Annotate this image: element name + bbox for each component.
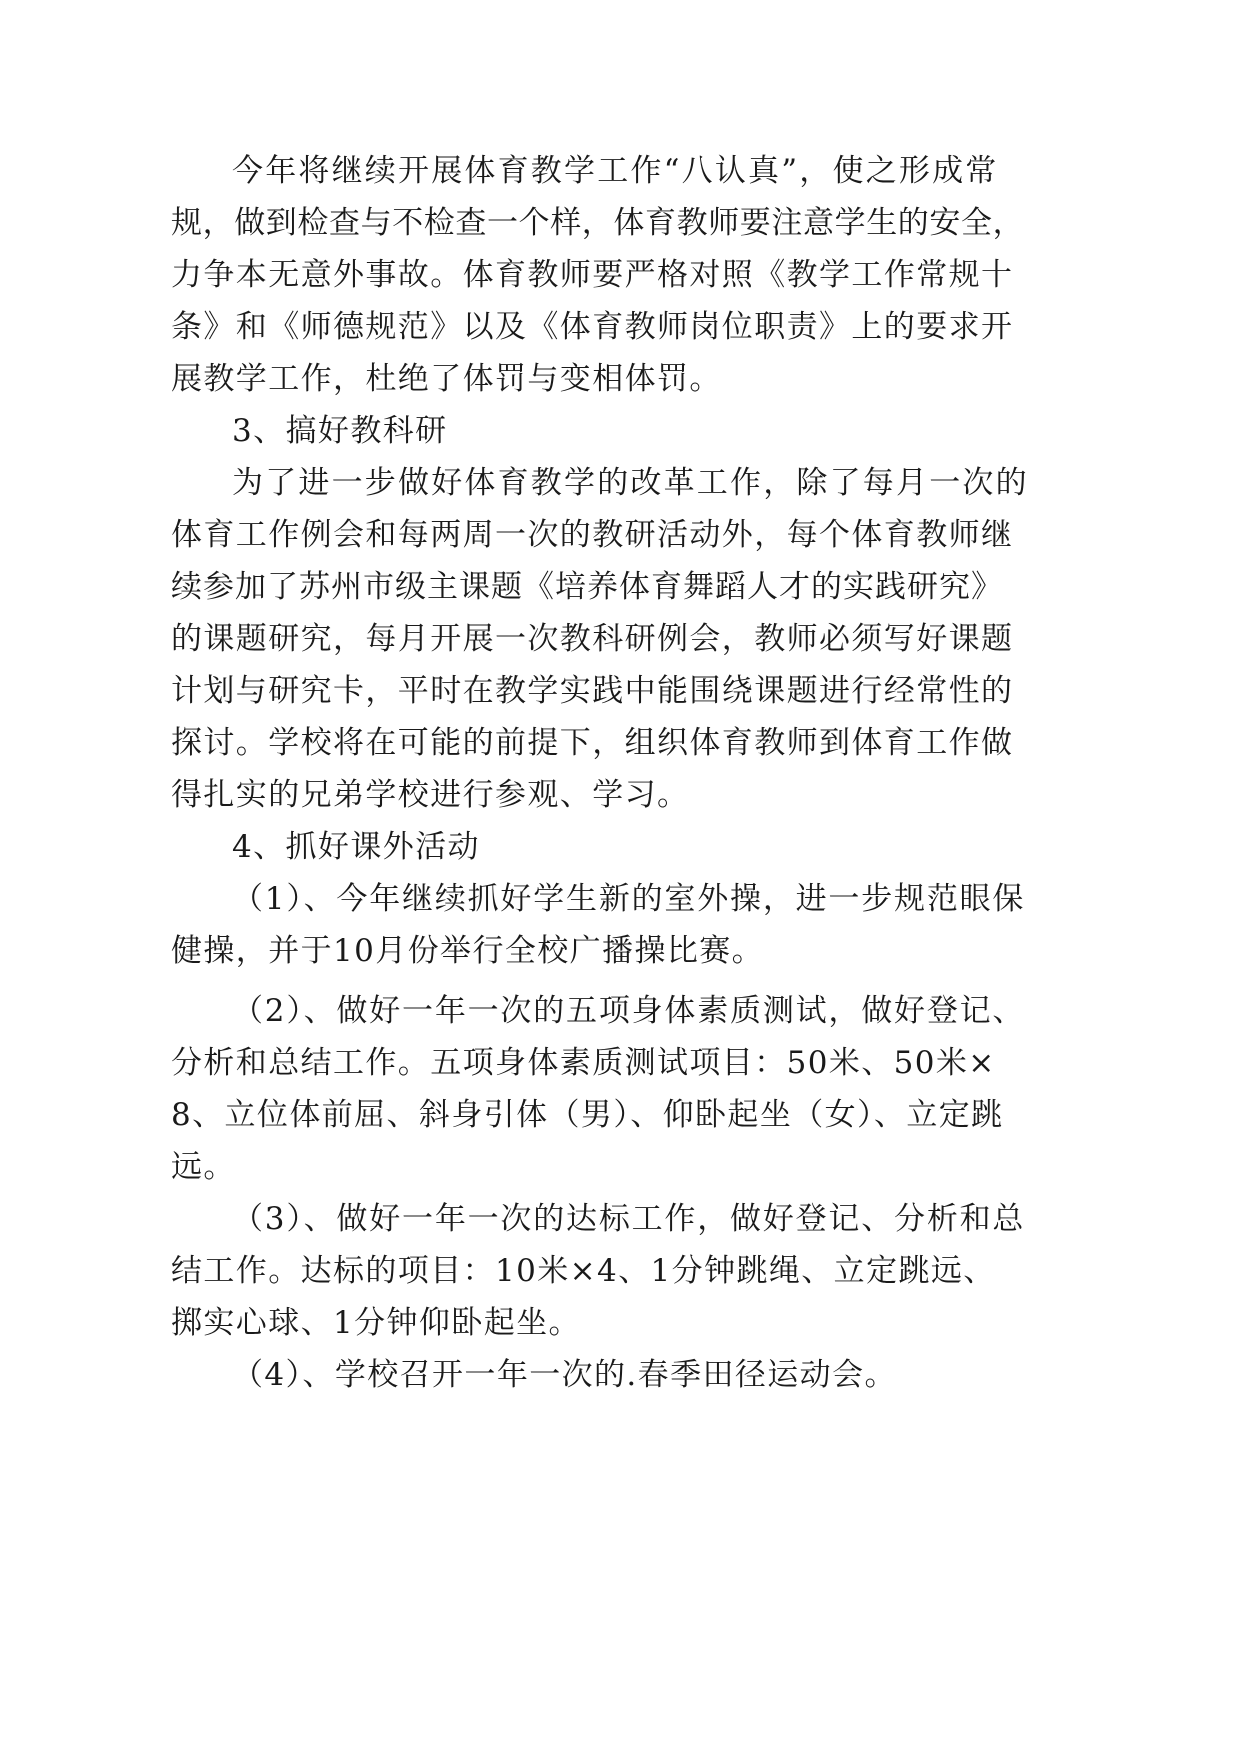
list-item-line: 健操，并于10月份举行全校广播操比赛。 — [171, 933, 765, 969]
list-item-line: 掷实心球、1分钟仰卧起坐。 — [171, 1305, 581, 1341]
section-heading: 3、搞好教科研 — [232, 413, 448, 449]
list-item-line: （4）、学校召开一年一次的.春季田径运动会。 — [232, 1357, 897, 1393]
paragraph-line: 计划与研究卡，平时在教学实践中能围绕课题进行经常性的 — [171, 673, 1014, 709]
list-item-line: 结工作。达标的项目：10米×4、1分钟跳绳、立定跳远、 — [171, 1253, 996, 1289]
paragraph-line: 续参加了苏州市级主课题《培养体育舞蹈人才的实践研究》 — [171, 569, 1003, 605]
list-item-line: （3）、做好一年一次的达标工作，做好登记、分析和总 — [232, 1201, 1026, 1237]
paragraph-line: 的课题研究，每月开展一次教科研例会，教师必须写好课题 — [171, 621, 1014, 657]
paragraph-line: 得扎实的兄弟学校进行参观、学习。 — [171, 777, 690, 813]
paragraph-line: 条》和《师德规范》以及《体育教师岗位职责》上的要求开 — [171, 309, 1014, 345]
list-item-line: （1）、今年继续抓好学生新的室外操，进一步规范眼保 — [232, 881, 1026, 917]
paragraph-line: 为了进一步做好体育教学的改革工作，除了每月一次的 — [232, 465, 1029, 501]
paragraph-line: 展教学工作，杜绝了体罚与变相体罚。 — [171, 361, 722, 397]
list-item-line: 分析和总结工作。五项身体素质测试项目：50米、50米× — [171, 1045, 996, 1081]
list-item-line: 远。 — [171, 1149, 236, 1185]
list-item-line: （2）、做好一年一次的五项身体素质测试，做好登记、 — [232, 993, 1026, 1029]
paragraph-line: 规，做到检查与不检查一个样，体育教师要注意学生的安全， — [171, 205, 1025, 241]
section-heading: 4、抓好课外活动 — [232, 829, 480, 865]
paragraph-line: 今年将继续开展体育教学工作“八认真”，使之形成常 — [232, 153, 999, 189]
paragraph-line: 探讨。学校将在可能的前提下，组织体育教师到体育工作做 — [171, 725, 1014, 761]
list-item-line: 8、立位体前屈、斜身引体（男）、仰卧起坐（女）、立定跳 — [171, 1097, 1004, 1133]
paragraph-line: 体育工作例会和每两周一次的教研活动外，每个体育教师继 — [171, 517, 1014, 553]
paragraph-line: 力争本无意外事故。体育教师要严格对照《教学工作常规十 — [171, 257, 1014, 293]
